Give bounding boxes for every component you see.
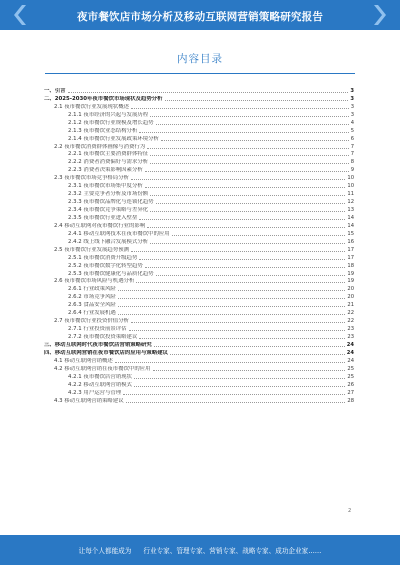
toc-entry-page: 17 [347, 254, 354, 261]
toc-entry[interactable] [44, 277, 354, 285]
toc-entry[interactable] [44, 102, 354, 110]
toc-entry[interactable] [44, 253, 354, 261]
toc-leader-dots [129, 329, 346, 331]
toc-entry-page: 13 [347, 207, 354, 213]
toc-entry-page: 7 [350, 143, 354, 150]
toc-entry-page: 3 [350, 103, 354, 110]
toc-entry[interactable] [44, 213, 354, 221]
toc-leader-dots [145, 266, 346, 268]
toc-entry-title: 2.5.1 夜市餐饮消费升级趋势 [68, 254, 138, 261]
toc-leader-dots [118, 313, 346, 315]
toc-entry-title: 三、移动互联网时代夜市餐饮店营销策略研究 [44, 341, 152, 348]
toc-leader-dots [170, 353, 345, 355]
toc-leader-dots [131, 250, 345, 252]
toc-entry-page: 17 [347, 246, 354, 253]
toc-entry[interactable] [44, 380, 354, 388]
toc-entry[interactable] [44, 134, 354, 142]
toc-entry[interactable] [44, 332, 354, 340]
toc-entry-title: 2.1.4 夜市餐饮行业发展政策环境分析 [68, 135, 159, 142]
toc-entry-title: 2.4 移动互联网对夜市餐饮行业的影响 [54, 222, 146, 229]
toc-entry-title: 2.3.3 夜市餐饮品牌化与连锁化趋势 [68, 199, 154, 206]
decorative-chevron-icon [374, 5, 386, 25]
toc-entry-title: 2.5.3 夜市餐饮健康化与品质化趋势 [68, 270, 154, 277]
toc-entry-title: 2.1 夜市餐饮行业发展现状概述 [54, 103, 129, 110]
toc-entry-page: 24 [346, 349, 354, 356]
toc-leader-dots [134, 385, 345, 387]
toc-leader-dots [172, 234, 346, 236]
toc-entry-page: 11 [347, 191, 354, 198]
toc-entry[interactable] [44, 94, 354, 102]
toc-leader-dots [156, 202, 346, 204]
toc-leader-dots [134, 377, 345, 379]
toc-leader-dots [150, 210, 345, 212]
toc-leader-dots [147, 147, 349, 149]
toc-leader-dots [131, 321, 345, 323]
toc-leader-dots [139, 218, 345, 220]
toc-entry[interactable] [44, 181, 354, 189]
toc-entry-page: 7 [350, 151, 354, 158]
toc-entry-page: 3 [350, 95, 354, 102]
toc-entry[interactable] [44, 237, 354, 245]
toc-leader-dots [139, 337, 345, 339]
toc-leader-dots [147, 226, 345, 228]
toc-entry-page: 28 [347, 397, 354, 404]
toc-leader-dots [123, 393, 345, 395]
toc-leader-dots [118, 305, 346, 307]
toc-entry-title: 2.1.3 夜市餐饮业态结构分析 [68, 127, 138, 134]
toc-entry-page: 22 [347, 318, 354, 325]
toc-entry-page: 24 [347, 357, 354, 364]
toc-entry-page: 6 [350, 135, 354, 142]
toc-entry-page: 3 [350, 111, 354, 118]
toc-entry-title: 2.3.4 夜市餐饮竞争策略与差异化 [68, 207, 149, 213]
toc-entry-page: 19 [347, 278, 354, 285]
toc-entry-title: 4.3 移动互联网营销策略建议 [54, 397, 124, 404]
toc-entry[interactable] [44, 388, 354, 396]
toc-entry-title: 2.1.1 夜市经济的兴起与发展历程 [68, 111, 149, 118]
toc-entry-page: 8 [350, 159, 354, 166]
toc-entry-page: 3 [350, 87, 354, 94]
toc-entry-page: 9 [350, 167, 354, 174]
toc-entry[interactable] [44, 126, 354, 134]
toc-entry-page: 25 [347, 373, 354, 380]
toc-entry[interactable] [44, 372, 354, 380]
toc-entry[interactable] [44, 189, 354, 197]
toc-leader-dots [118, 289, 346, 291]
toc-leader-dots [136, 281, 345, 283]
toc-leader-dots [145, 170, 349, 172]
toc-entry-title: 一、引言 [44, 87, 66, 94]
table-of-contents [44, 86, 354, 404]
toc-entry[interactable] [44, 308, 354, 316]
toc-leader-dots [126, 401, 346, 403]
toc-leader-dots [150, 115, 349, 117]
toc-entry[interactable] [44, 205, 354, 213]
toc-entry-page: 15 [347, 230, 354, 237]
toc-entry-title: 2.6.2 市场竞争风险 [68, 294, 116, 301]
toc-entry-page: 23 [347, 326, 354, 333]
toc-entry[interactable] [44, 173, 354, 181]
toc-entry-title: 二、2025-2030年夜市餐饮市场现状及趋势分析 [44, 95, 163, 102]
toc-entry[interactable] [44, 86, 354, 94]
toc-entry-title: 4.2.2 移动互联网营销模式 [68, 381, 132, 388]
toc-entry[interactable] [44, 157, 354, 165]
toc-entry[interactable] [44, 118, 354, 126]
toc-entry-title: 2.7.2 夜市餐饮投资策略建议 [68, 334, 138, 340]
toc-entry[interactable] [44, 142, 354, 150]
toc-entry-page: 20 [347, 286, 354, 293]
toc-entry-page: 19 [347, 270, 354, 277]
toc-entry[interactable] [44, 284, 354, 292]
toc-entry[interactable] [44, 292, 354, 300]
toc-leader-dots [115, 361, 346, 363]
toc-entry[interactable] [44, 316, 354, 324]
toc-entry-title: 2.5 夜市餐饮行业发展趋势预测 [54, 246, 129, 253]
toc-entry-page: 23 [347, 334, 354, 340]
toc-leader-dots [156, 123, 349, 125]
toc-entry[interactable] [44, 261, 354, 269]
toc-entry[interactable] [44, 269, 354, 277]
toc-entry-page: 5 [350, 127, 354, 134]
toc-entry-title: 2.6.1 行业政策风险 [68, 286, 116, 293]
toc-entry-page: 20 [347, 294, 354, 301]
toc-leader-dots [131, 107, 349, 109]
toc-leader-dots [165, 99, 349, 101]
toc-entry-title: 2.3.1 夜市餐饮市场集中度分析 [68, 183, 143, 190]
toc-entry-title: 2.7 夜市餐饮行业投资价值分析 [54, 318, 129, 325]
toc-leader-dots [156, 274, 346, 276]
toc-entry[interactable] [44, 300, 354, 308]
toc-entry-title: 2.3.5 夜市餐饮行业进入壁垒 [68, 214, 138, 221]
toc-entry-page: 4 [350, 119, 354, 126]
footer-roles: 行业专家、管理专家、营销专家、战略专家、成功企业家…… [143, 547, 322, 555]
toc-entry[interactable] [44, 221, 354, 229]
footer-bar [0, 535, 400, 565]
report-title: 夜市餐饮店市场分析及移动互联网营销策略研究报告 [76, 11, 324, 23]
toc-entry-page: 16 [347, 238, 354, 245]
toc-entry-page: 10 [347, 175, 354, 182]
toc-entry-page: 18 [347, 262, 354, 269]
toc-entry-title: 2.1.2 夜市餐饮行业规模及增长趋势 [68, 119, 154, 126]
toc-entry-page: 12 [347, 199, 354, 206]
header-bar [0, 0, 400, 30]
toc-entry[interactable] [44, 165, 354, 173]
toc-entry[interactable] [44, 348, 354, 356]
toc-entry-page: 26 [347, 381, 354, 388]
footer-slogan: 让每个人都能成为 [78, 547, 132, 555]
toc-entry-page: 27 [347, 389, 354, 396]
toc-entry-page: 14 [347, 214, 354, 221]
toc-entry-page: 22 [347, 310, 354, 317]
toc-leader-dots [150, 162, 349, 164]
toc-entry-title: 2.6.4 行业发展机遇 [68, 310, 116, 317]
toc-leader-dots [150, 242, 345, 244]
toc-entry[interactable] [44, 364, 354, 372]
toc-leader-dots [154, 345, 345, 347]
toc-entry-title: 4.2 移动互联网营销在夜市餐饮中的应用 [54, 365, 151, 372]
toc-entry[interactable] [44, 245, 354, 253]
toc-entry[interactable] [44, 229, 354, 237]
toc-entry-title: 2.6.3 食品安全风险 [68, 302, 116, 309]
toc-entry-title: 2.2.2 消费者消费偏好与需求分析 [68, 159, 149, 166]
toc-entry-page: 24 [346, 341, 354, 348]
toc-entry-title: 2.4.2 线上线下融合发展模式分析 [68, 238, 149, 245]
toc-leader-dots [139, 131, 348, 133]
toc-entry-title: 2.2.3 消费者决策影响因素分析 [68, 167, 143, 174]
toc-entry-title: 2.4.1 移动互联网技术在夜市餐饮中的应用 [68, 230, 170, 237]
toc-entry[interactable] [44, 150, 354, 158]
toc-leader-dots [139, 258, 345, 260]
toc-entry-title: 4.1 移动互联网营销概述 [54, 357, 113, 364]
toc-entry[interactable] [44, 110, 354, 118]
page-number: 2 [348, 508, 352, 514]
toc-heading: 内容目录 [177, 53, 223, 65]
toc-entry-title: 2.7.1 行业投资前景评估 [68, 326, 127, 333]
toc-entry[interactable] [44, 396, 354, 404]
toc-entry[interactable] [44, 324, 354, 332]
toc-entry-title: 2.3 夜市餐饮市场竞争格局分析 [54, 175, 129, 182]
toc-entry-title: 2.2.1 夜市餐饮主要消费群体特征 [68, 151, 149, 158]
toc-leader-dots [153, 369, 346, 371]
toc-leader-dots [161, 139, 349, 141]
toc-entry-page: 21 [347, 302, 354, 309]
toc-entry-title: 4.2.3 用户运营与管理 [68, 389, 122, 396]
toc-entry-title: 4.2.1 夜市餐饮店营销现状 [68, 373, 132, 380]
toc-entry-title: 2.3.2 主要竞争者分析及市场份额 [68, 191, 149, 198]
toc-leader-dots [118, 297, 346, 299]
toc-entry-title: 2.5.2 夜市餐饮数字化转型趋势 [68, 262, 143, 269]
toc-entry-title: 2.2 夜市餐饮消费群体画像与消费行为 [54, 143, 146, 150]
toc-entry-title: 2.6 夜市餐饮市场风险与机遇分析 [54, 278, 135, 285]
toc-leader-dots [150, 154, 349, 156]
toc-entry-title: 四、移动互联网营销在夜市餐饮店的应用与策略建议 [44, 349, 168, 356]
toc-leader-dots [150, 194, 345, 196]
toc-leader-dots [131, 178, 345, 180]
toc-entry-page: 10 [347, 183, 354, 190]
toc-entry[interactable] [44, 197, 354, 205]
toc-leader-dots [68, 91, 349, 93]
toc-entry-page: 25 [347, 365, 354, 372]
toc-divider [45, 73, 355, 74]
toc-entry-page: 14 [347, 222, 354, 229]
toc-entry[interactable] [44, 340, 354, 348]
toc-leader-dots [145, 186, 346, 188]
toc-entry[interactable] [44, 356, 354, 364]
